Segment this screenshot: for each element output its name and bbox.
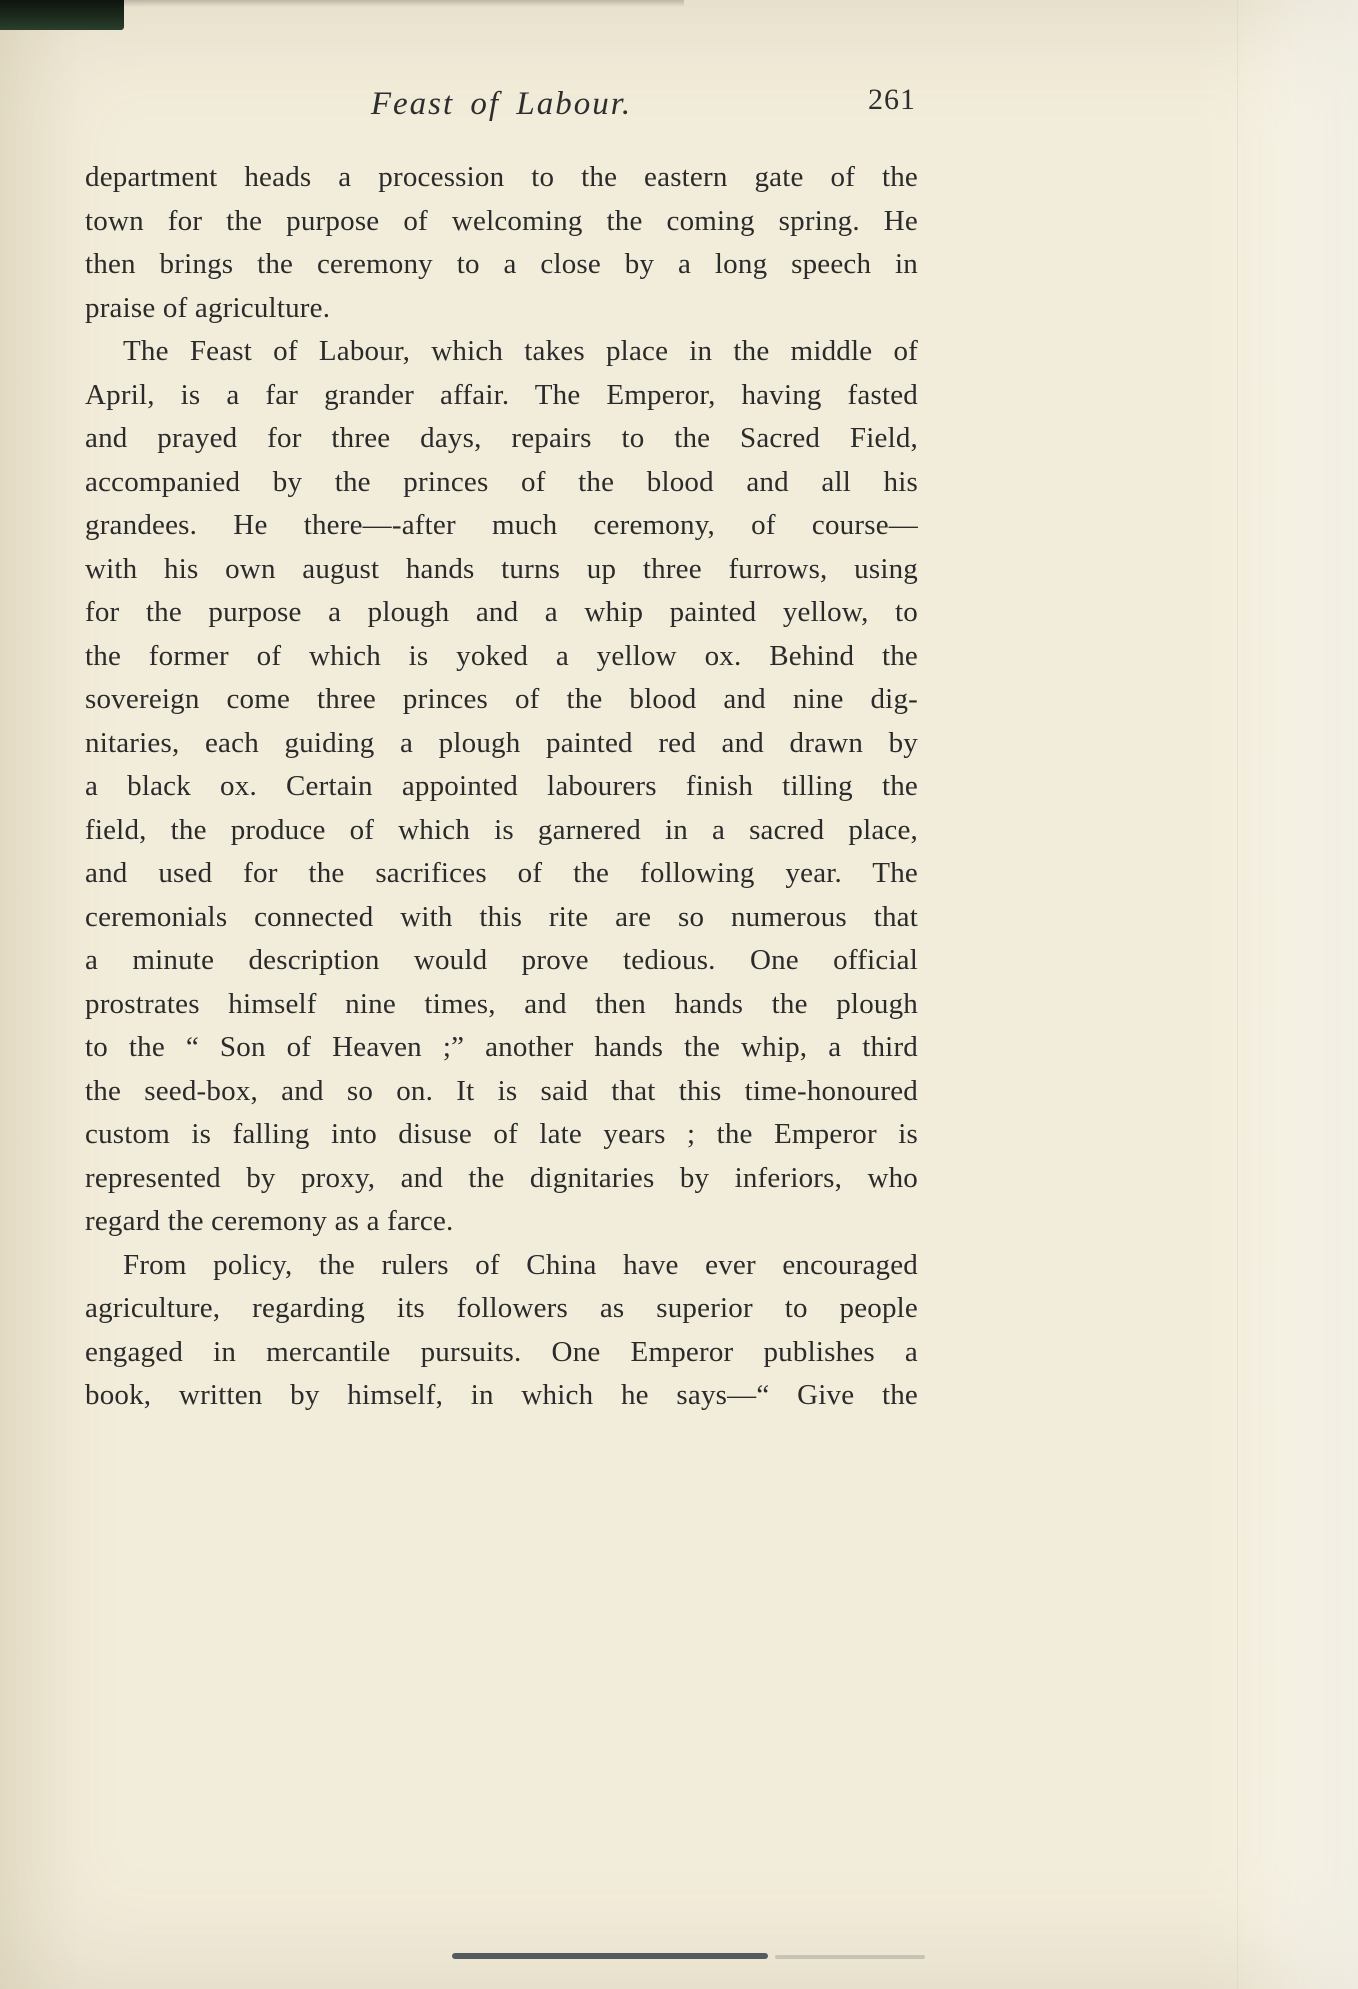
text-line: book, written by himself, in which he says—“ Give the [85, 1379, 918, 1411]
text-line: engaged in mercantile pursuits. One Emperor publishes a [85, 1335, 918, 1368]
text-line: prostrates himself nine times, and then hands the plough [85, 987, 918, 1020]
text-line: town for the purpose of welcoming the coming spring. He [85, 204, 918, 237]
text-line: April, is a far grander affair. The Emperor, having fasted [85, 378, 918, 411]
text-line: for the purpose a plough and a whip painted yellow, to [85, 596, 918, 628]
scan-artifact-top-left-corner [0, 0, 124, 30]
page-header [85, 83, 918, 132]
scan-artifact-top-edge-shadow [124, 0, 684, 7]
text-line: agriculture, regarding its followers as superior to people [85, 1292, 918, 1324]
text-line: to the “ Son of Heaven ;” another hands the whip, a third [85, 1031, 918, 1063]
scan-artifact-bottom-line [452, 1953, 768, 1959]
text-line: the seed-box, and so on. It is said that this time-honoured [85, 1074, 918, 1107]
page-title: Feast of Labour. [370, 86, 633, 122]
text-line: represented by proxy, and the dignitaries by inferiors, who [85, 1161, 918, 1194]
text-line: From policy, the rulers of China have ever encouraged [123, 1248, 918, 1281]
text-line: ceremonials connected with this rite are so numerous that [85, 900, 918, 933]
text-block [85, 156, 918, 1418]
text-line: accompanied by the princes of the blood and all his [85, 465, 918, 498]
scan-artifact-bottom-smudge [775, 1955, 925, 1959]
text-line: grandees. He there—-after much ceremony, of course— [85, 509, 918, 541]
text-line: and used for the sacrifices of the following year. The [85, 857, 918, 889]
text-line: praise of agriculture. [85, 291, 331, 324]
scan-artifact-page-right-edge [1237, 0, 1358, 1989]
text-line: The Feast of Labour, which takes place in the middle of [123, 335, 918, 367]
text-line: with his own august hands turns up three furrows, using [85, 552, 918, 585]
text-line: a black ox. Certain appointed labourers finish tilling the [85, 770, 918, 802]
text-line: custom is falling into disuse of late years ; the Emperor is [85, 1118, 918, 1150]
text-line: sovereign come three princes of the blood and nine dig- [85, 683, 918, 715]
text-line: a minute description would prove tedious. One official [85, 944, 918, 976]
text-line: field, the produce of which is garnered in a sacred place, [85, 813, 918, 846]
text-line: and prayed for three days, repairs to the Sacred Field, [85, 422, 918, 454]
text-line: the former of which is yoked a yellow ox. Behind the [85, 639, 918, 672]
text-line: then brings the ceremony to a close by a long speech in [85, 248, 918, 280]
text-line: department heads a procession to the eastern gate of the [85, 161, 918, 193]
page-number: 261 [868, 83, 916, 116]
text-line: nitaries, each guiding a plough painted red and drawn by [85, 726, 918, 759]
text-line: regard the ceremony as a farce. [85, 1205, 454, 1237]
